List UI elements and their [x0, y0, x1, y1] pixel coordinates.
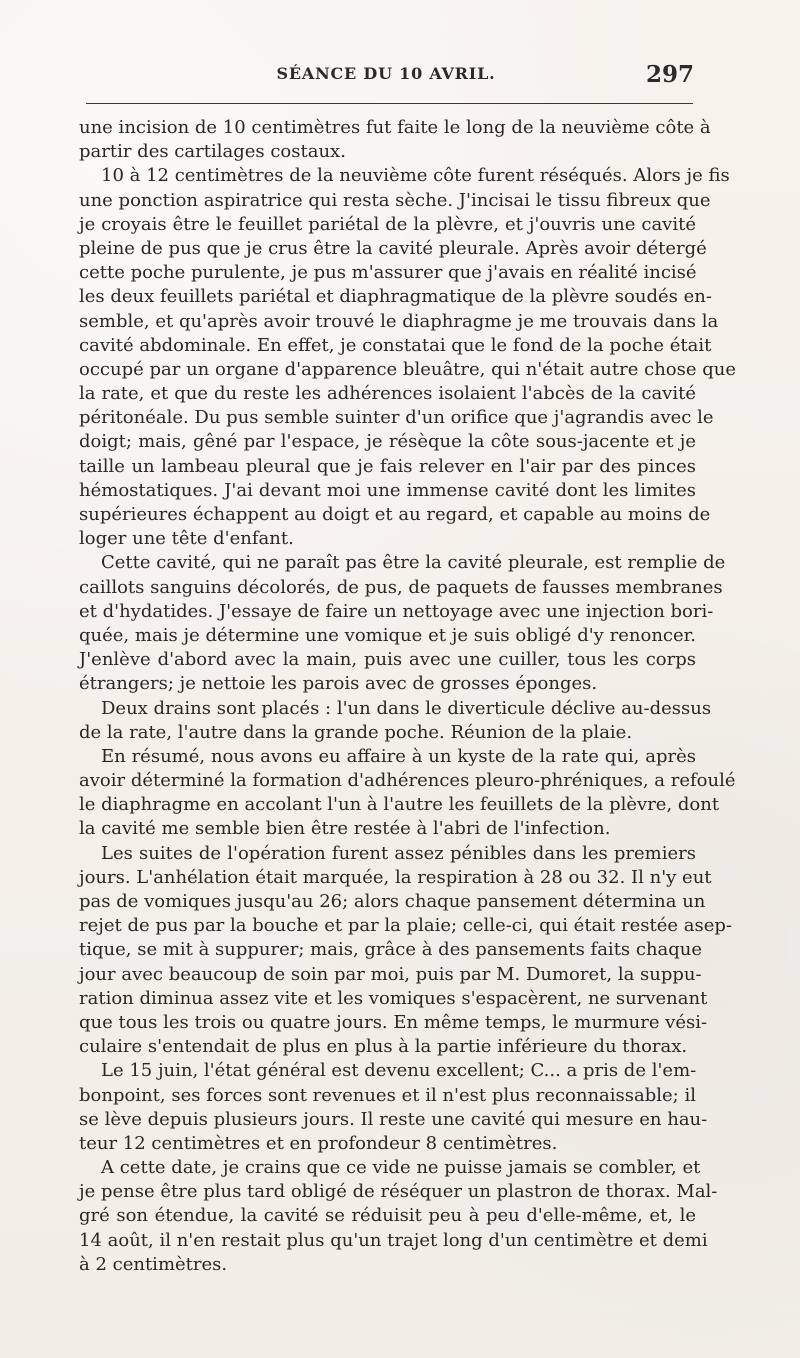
paragraph	[79, 842, 732, 1060]
text-line: cavité abdominale. En effet, je constatai que le fond de la poche était	[79, 334, 712, 356]
page-number: 297	[645, 61, 694, 88]
text-line: loger une tête d'enfant.	[79, 528, 294, 550]
text-line: je croyais être le feuillet pariétal de la plèvre, et j'ouvris une cavité	[79, 213, 696, 235]
body-text	[79, 116, 736, 1275]
text-line: cette poche purulente, je pus m'assurer que j'avais en réalité incisé	[79, 262, 697, 284]
text-line: semble, et qu'après avoir trouvé le diaphragme je me trouvais dans la	[79, 310, 719, 332]
text-line: une incision de 10 centimètres fut faite le long de la neuvième côte à	[79, 117, 711, 138]
text-line: les deux feuillets pariétal et diaphragmatique de la plèvre soudés en-	[79, 286, 712, 308]
text-line: la rate, et que du reste les adhérences isolaient l'abcès de la cavité	[79, 383, 696, 405]
text-line: Deux drains sont placés : l'un dans le diverticule déclive au-dessus	[101, 697, 712, 719]
text-line: je pense être plus tard obligé de réséquer un plastron de thorax. Mal-	[79, 1181, 718, 1203]
text-line: Les suites de l'opération furent assez pénibles dans les premiers	[101, 842, 696, 864]
text-line: gré son étendue, la cavité se réduisit peu à peu d'elle-même, et, le	[79, 1205, 696, 1227]
text-line: taille un lambeau pleural que je fais relever en l'air par des pinces	[79, 455, 696, 477]
text-line: culaire s'entendait de plus en plus à la partie inférieure du thorax.	[79, 1036, 688, 1058]
text-line: quée, mais je détermine une vomique et je suis obligé d'y renoncer.	[79, 624, 696, 646]
text-line: 14 août, il n'en restait plus qu'un trajet long d'un centimètre et demi	[79, 1229, 708, 1251]
text-line: pleine de pus que je crus être la cavité pleurale. Après avoir détergé	[79, 237, 707, 259]
text-line: hémostatiques. J'ai devant moi une immense cavité dont les limites	[79, 479, 696, 501]
text-line: pas de vomiques jusqu'au 26; alors chaque pansement détermina un	[79, 891, 706, 912]
text-line: caillots sanguins décolorés, de pus, de paquets de fausses membranes	[79, 576, 723, 598]
text-line: Le 15 juin, l'état général est devenu excellent; C... a pris de l'em-	[101, 1060, 697, 1082]
text-line: teur 12 centimètres et en profondeur 8 centimètres.	[79, 1132, 558, 1154]
text-line: de la rate, l'autre dans la grande poche. Réunion de la plaie.	[79, 721, 633, 743]
text-line: jour avec beaucoup de soin par moi, puis par M. Dumoret, la suppu-	[79, 963, 702, 985]
text-line: jours. L'anhélation était marquée, la respiration à 28 ou 32. Il n'y eut	[79, 866, 712, 888]
text-line: et d'hydatides. J'essaye de faire un nettoyage avec une injection bori-	[79, 600, 714, 622]
text-line: une ponction aspiratrice qui resta sèche. J'incisai le tissu fibreux que	[79, 189, 711, 211]
text-line: que tous les trois ou quatre jours. En même temps, le murmure vési-	[79, 1011, 708, 1033]
text-line: se lève depuis plusieurs jours. Il reste une cavité qui mesure en hau-	[79, 1108, 708, 1130]
text-line: le diaphragme en accolant l'un à l'autre les feuillets de la plèvre, dont	[79, 794, 720, 816]
text-line: A cette date, je crains que ce vide ne puisse jamais se combler, et	[101, 1157, 701, 1179]
text-line: partir des cartilages costaux.	[79, 141, 346, 163]
text-line: occupé par un organe d'apparence bleuâtre, qui n'était autre chose que	[79, 358, 736, 380]
text-line: péritonéale. Du pus semble suinter d'un orifice que j'agrandis avec le	[79, 407, 714, 429]
running-title: SÉANCE DU 10 AVRIL.	[276, 64, 496, 83]
text-line: la cavité me semble bien être restée à l'abri de l'infection.	[79, 818, 611, 840]
text-line: bonpoint, ses forces sont revenues et il n'est plus reconnaissable; il	[79, 1084, 696, 1106]
text-line: En résumé, nous avons eu affaire à un kyste de la rate qui, après	[101, 745, 696, 767]
text-line: ration diminua assez vite et les vomiques s'espacèrent, ne survenant	[79, 987, 708, 1009]
text-line: avoir déterminé la formation d'adhérences pleuro-phréniques, a refoulé	[79, 770, 736, 792]
paragraph	[79, 697, 712, 745]
paragraph	[79, 164, 736, 551]
text-line: 10 à 12 centimètres de la neuvième côte furent réséqués. Alors je fis	[101, 165, 730, 187]
text-line: rejet de pus par la bouche et par la plaie; celle-ci, qui était restée asep-	[79, 915, 732, 937]
running-head	[78, 61, 694, 94]
paragraph	[79, 1156, 718, 1277]
text-line: doigt; mais, gêné par l'espace, je résèque la côte sous-jacente et je	[79, 431, 696, 453]
text-line: à 2 centimètres.	[79, 1253, 228, 1275]
text-line: Cette cavité, qui ne paraît pas être la cavité pleurale, est remplie de	[101, 552, 726, 574]
paragraph	[79, 1059, 708, 1156]
text-line: tique, se mit à suppurer; mais, grâce à des pansements faits chaque	[79, 939, 703, 961]
text-line: étrangers; je nettoie les parois avec de grosses éponges.	[79, 673, 598, 695]
text-line: J'enlève d'abord avec la main, puis avec une cuiller, tous les corps	[79, 649, 696, 671]
header-rule	[86, 103, 693, 104]
text-line: supérieures échappent au doigt et au regard, et capable au moins de	[79, 504, 711, 525]
paragraph	[79, 745, 736, 842]
paragraph	[79, 551, 726, 696]
paragraph	[79, 116, 711, 164]
